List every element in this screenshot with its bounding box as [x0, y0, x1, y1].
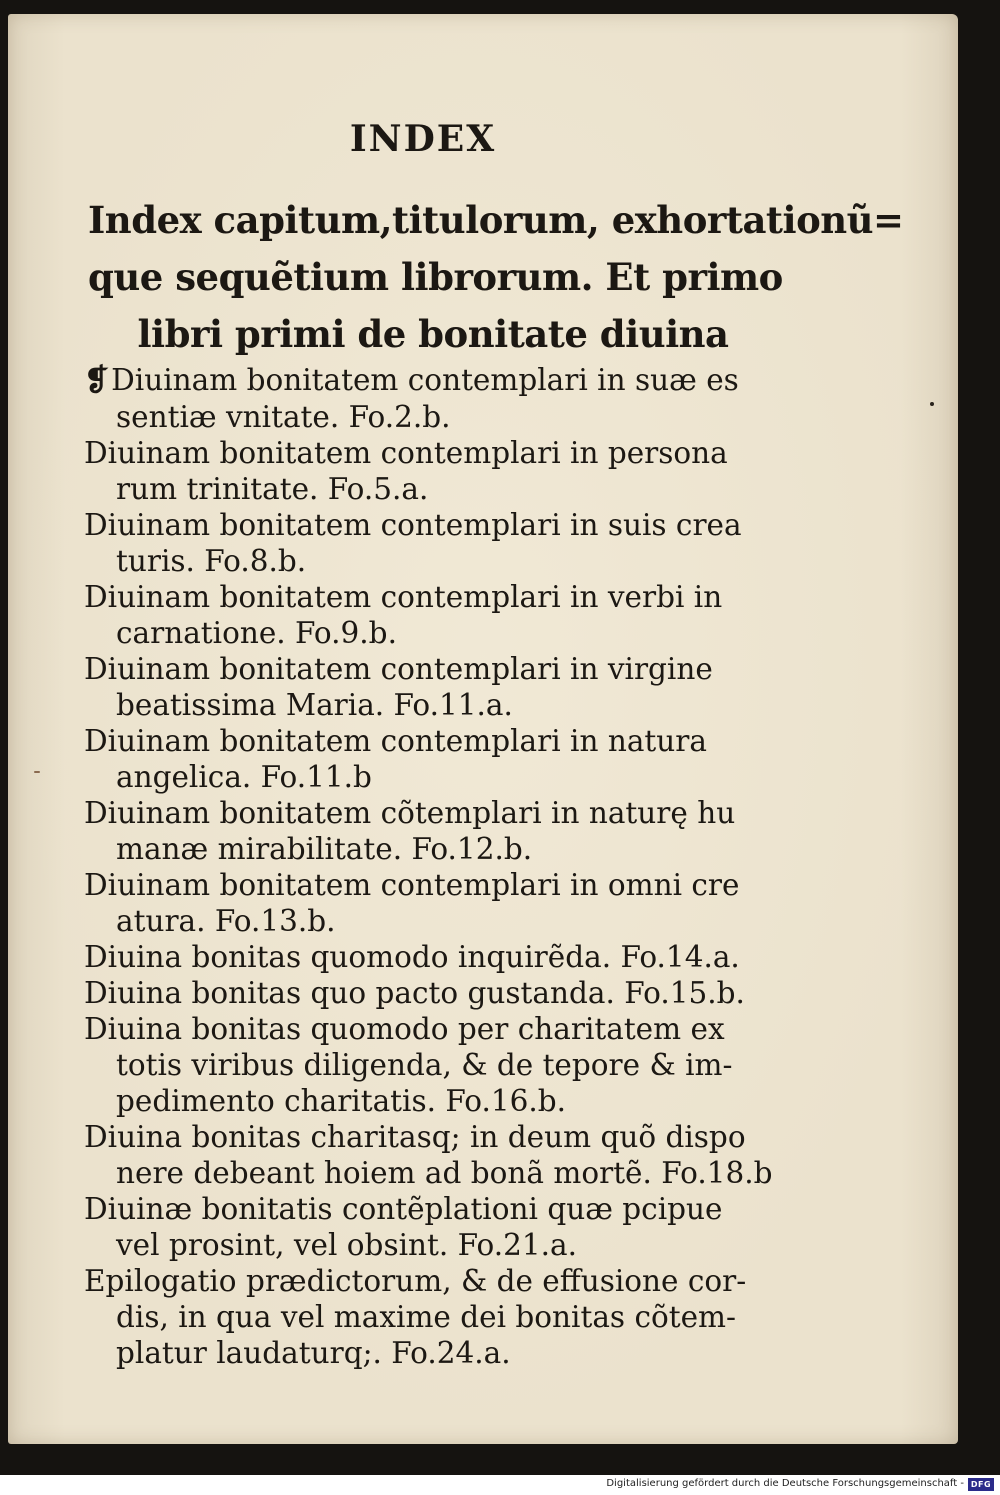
index-entry: [84, 507, 784, 579]
entry-line: platur laudaturq;. Fo.24.a.: [116, 1336, 511, 1370]
entry-line: angelica. Fo.11.b: [116, 760, 372, 794]
index-title: [88, 192, 904, 363]
index-entry: [84, 362, 784, 435]
entry-line: turis. Fo.8.b.: [116, 544, 307, 578]
entry-line: dis, in qua vel maxime dei bonitas cõtem-: [116, 1300, 736, 1334]
entry-line: vel prosint, vel obsint. Fo.21.a.: [116, 1228, 577, 1262]
entry-line: Diuinam bonitatem contemplari in persona: [84, 436, 728, 470]
index-entry: [84, 939, 784, 975]
index-entry: [84, 651, 784, 723]
index-entry: [84, 975, 784, 1011]
entry-line: Epilogatio prædictorum, & de effusione cor-: [84, 1264, 747, 1298]
index-entry: [84, 723, 784, 795]
index-entry: [84, 1011, 784, 1119]
entry-line: carnatione. Fo.9.b.: [116, 616, 397, 650]
entry-line: atura. Fo.13.b.: [116, 904, 336, 938]
book-page: [8, 14, 958, 1444]
dfg-logo-icon: DFG: [968, 1478, 994, 1491]
ink-speck: [930, 402, 934, 406]
entry-line: Diuinam bonitatem contemplari in omni cre: [84, 868, 740, 902]
entry-line: Diuinæ bonitatis contẽplationi quæ pcipue: [84, 1192, 723, 1226]
entry-line: Diuina bonitas quo pacto gustanda. Fo.15.b.: [84, 976, 745, 1010]
entry-line: Diuinam bonitatem contemplari in natura: [84, 724, 707, 758]
index-entry: [84, 1119, 784, 1191]
page-heading: INDEX: [349, 118, 497, 160]
entry-line: Diuinam bonitatem contemplari in virgine: [84, 652, 713, 686]
index-entry: [84, 1191, 784, 1263]
entry-line: manæ mirabilitate. Fo.12.b.: [116, 832, 533, 866]
title-line: libri primi de bonitate diuina: [137, 312, 729, 356]
index-entry: [84, 435, 784, 507]
entry-line: Diuinam bonitatem contemplari in verbi in: [84, 580, 723, 614]
entry-line: nere debeant hoiem ad bonã mortẽ. Fo.18.b: [116, 1156, 773, 1190]
footer-credit: Digitalisierung gefördert durch die Deutsche Forschungsgemeinschaft -: [606, 1478, 964, 1489]
index-entry: [84, 795, 784, 867]
entry-line: pedimento charitatis. Fo.16.b.: [116, 1084, 567, 1118]
title-line: que sequẽtium librorum. Et primo: [88, 255, 783, 299]
entry-line: ❡Diuinam bonitatem contemplari in suæ es: [84, 363, 739, 398]
entry-line: totis viribus diligenda, & de tepore & im-: [116, 1048, 733, 1082]
index-entry: [84, 579, 784, 651]
entry-line: Diuina bonitas quomodo inquirẽda. Fo.14.a.: [84, 940, 740, 974]
footer-bar: [0, 1475, 1000, 1495]
entry-line: rum trinitate. Fo.5.a.: [116, 472, 429, 506]
entry-line: Diuina bonitas charitasq; in deum quõ dispo: [84, 1120, 746, 1154]
ink-speck: [34, 771, 40, 773]
entry-line: Diuinam bonitatem cõtemplari in naturę hu: [84, 796, 736, 830]
index-entry: [84, 867, 784, 939]
index-entry: [84, 1263, 784, 1371]
title-line: Index capitum,titulorum, exhortationũ=: [88, 198, 904, 242]
pilcrow-icon: ❡: [84, 363, 110, 398]
index-entries: [84, 362, 784, 1371]
entry-line: beatissima Maria. Fo.11.a.: [116, 688, 513, 722]
entry-line: sentiæ vnitate. Fo.2.b.: [116, 400, 451, 434]
entry-line: Diuinam bonitatem contemplari in suis crea: [84, 508, 742, 542]
entry-line: Diuina bonitas quomodo per charitatem ex: [84, 1012, 725, 1046]
